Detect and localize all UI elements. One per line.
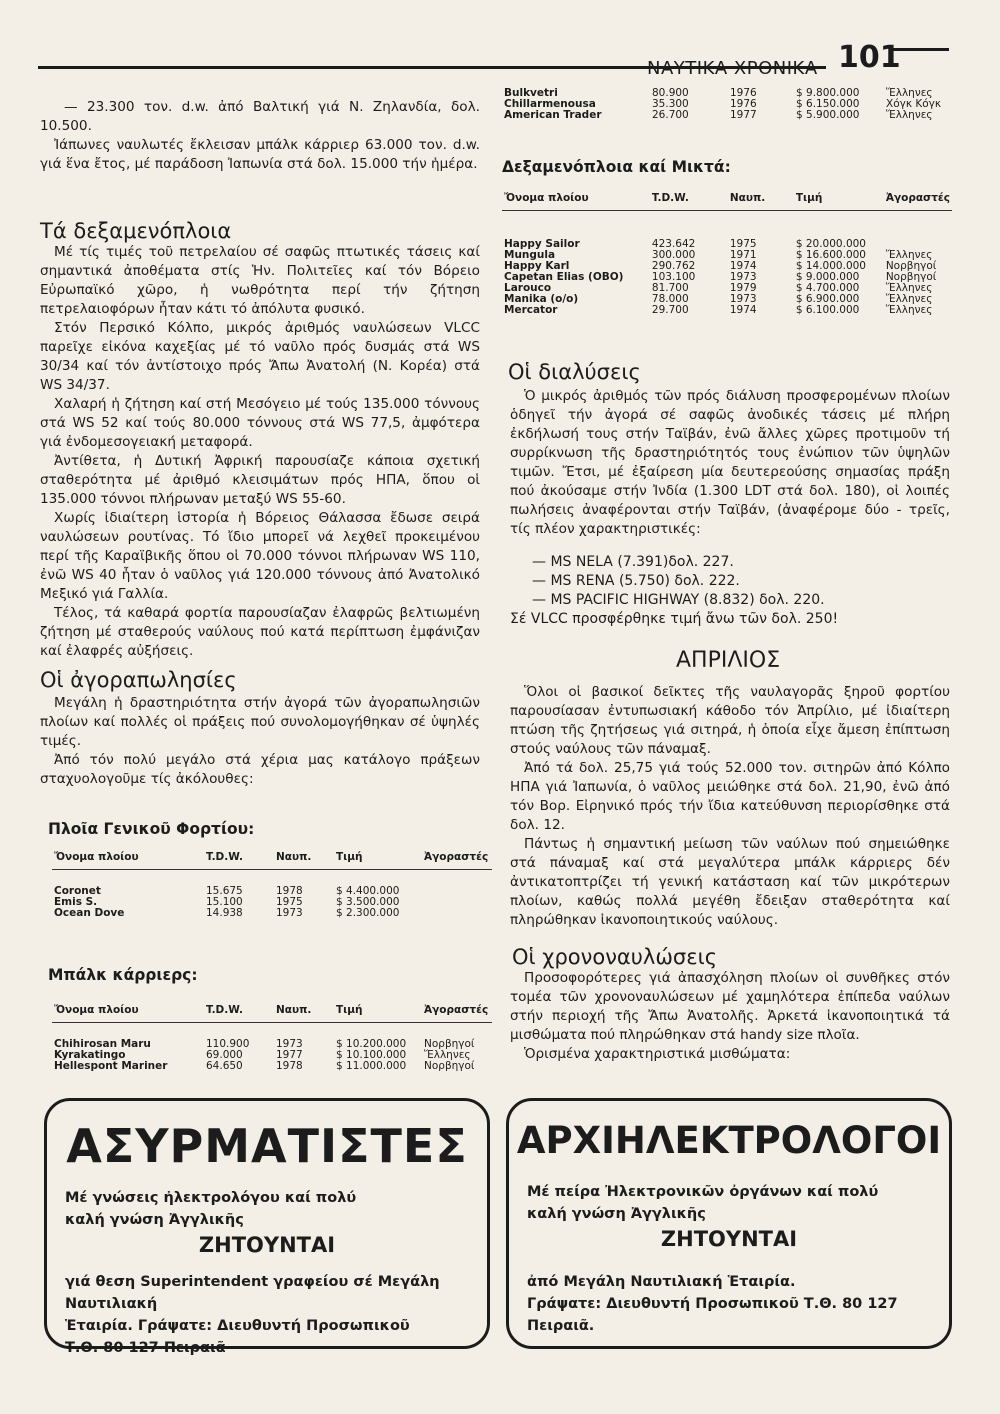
ad-chief-electricians [506,1098,952,1349]
paragraph: Στόν Περσικό Κόλπο, μικρός ἀριθμός ναυλώσεων VLCC παρεῖχε εἰκόνα καχεξίας μέ τό ναῦλο πρός δυσμάς στά WS 30/34 καί τόν ἀντίστοιχο πρός Ἄπω Ἀνατολή (Ν. Κορέα) στά WS 34/37. [40,320,480,393]
table-row: Chihirosan Maru 110.900 1973 $ 10.200.000 Νορβηγοί [54,1038,475,1050]
col-price: Τιμή [334,851,422,870]
intro-paragraph: Ἰάπωνες ναυλωτές ἔκλεισαν μπάλκ κάρριερ 63.000 τον. d.w. γιά ἕνα ἔτος, μέ παράδοση Ἰαπωνία στά δολ. 15.000 τήν ἡμέρα. [40,137,480,172]
bulk-carriers-table [52,1004,492,1072]
table-row: American Trader 26.700 1977 $ 5.900.000 Ἕλληνες [504,109,933,121]
col-price: Τιμή [334,1004,422,1023]
table-row: Coronet 15.675 1978 $ 4.400.000 [54,885,400,897]
tankers-mixed-title: Δεξαμενόπλοια καί Μικτά: [502,158,731,176]
table-header-row [502,192,952,211]
ad-wanted: ΖΗΤΟΥΝΤΑΙ [198,1233,336,1257]
tankers-mixed-table [502,192,952,316]
ad-wanted: ΖΗΤΟΥΝΤΑΙ [660,1227,798,1251]
scrapping-body [510,387,950,629]
ad-headline: ΑΣΥΡΜΑΤΙΣΤΕΣ [66,1119,468,1173]
paragraph: Ἀπό τόν πολύ μεγάλο στά χέρια μας κατάλογο πράξεων σταχυολογοῦμε τίς ἀκόλουθες: [40,752,480,787]
col-buyers: Ἀγοραστές [884,192,952,211]
table-row: Chillarmenousa 35.300 1976 $ 6.150.000 Χόγκ Κόγκ [504,98,942,110]
general-cargo-table [52,851,492,919]
paragraph: Προσοφορότερες γιά ἀπασχόληση πλοίων οἱ συνθῆκες στόν τομέα τῶν χρονοναυλώσεων μέ χαμηλότερα ἐπίπεδα ναύλων στήν περιοχή τῆς Ἄπω Ἀνατολῆς. Ἀρκετά ἱκανοποιητικά τά μισθώματα πού πληρώθηκαν στά handy size πλοῖα. [510,970,950,1043]
col-tdw: T.D.W. [650,192,728,211]
header-rule-right [893,48,949,51]
paragraph: Πάντως ἡ σημαντική μείωση τῶν ναύλων πού σημειώθηκε στά πάναμαξ καί στά μεγαλύτερα μπάλκ κάρριερς δέν ἀντικατοπτρίζει τή γενική κατάσταση καί τῶν μικρότερων πλοίων, καθώς πολλά μεγέθη ἔδειξαν σταθερότητα καί πληρώθηκαν ἱκανοποιητικούς ναύλους. [510,836,950,928]
table-header-row [52,1004,492,1023]
table-row: Capetan Elias (OBO) 103.100 1973 $ 9.000.000 Νορβηγοί [504,271,937,283]
paragraph: Ὁ μικρός ἀριθμός τῶν πρός διάλυση προσφερομένων πλοίων ὁδηγεῖ τήν ἀγορά σέ σαφῶς ἀνοδικές τάσεις μέ πλήρη ἐκδήλωσή τους στήν Ταϊβάν, ἐνῶ ἄλλες χῶρες προτιμοῦν τή συρρίκνωση τῆς δραστηριότητός τους ἐνώπιον τῶν ὑψηλῶν τιμῶν. Ἔτσι, μέ ἐξαίρεση μία δευτερεούσης σημασίας πράξη πού ἀκούσαμε στήν Ἰνδία (1.300 LDT στά δολ. 180), οἱ λοιπές πωλήσεις ἀναφέρονται στήν Ταϊβάν, (ἀναφέρομε δύο - τρεῖς, τίς πλέον χαρακτηριστικές: [510,388,950,537]
col-buyers: Ἀγοραστές [422,851,492,870]
ad-radio-operators [44,1098,490,1356]
time-charters-body [510,969,950,1064]
paragraph: Ἀντίθετα, ἡ Δυτική Ἀφρική παρουσίαζε κάποια σχετική σταθερότητα μέ ἀριθμό κλεισιμάτων πρός ΗΠΑ, ὅπου οἱ 135.000 τόννοι πλήρωναν μεταξύ WS 55-60. [40,453,480,507]
section-heading-scrapping: Οἱ διαλύσεις [508,360,641,384]
col-name: Ὄνομα πλοίου [502,192,650,211]
table-row: Happy Sailor 423.642 1975 $ 20.000.000 [504,238,866,250]
list-item: — MS PACIFIC HIGHWAY (8.832) δολ. 220. [532,592,825,608]
ad-description: Μέ πείρα Ἠλεκτρονικῶν ὀργάνων καί πολύ καλή γνώση Ἀγγλικῆς [527,1184,879,1222]
list-item: — MS RENA (5.750) δολ. 222. [532,573,740,589]
april-body [510,683,950,930]
col-name: Ὄνομα πλοίου [52,851,204,870]
table-row: Mercator 29.700 1974 $ 6.100.000 Ἕλληνες [504,304,933,316]
table-row: Emis S. 15.100 1975 $ 3.500.000 [54,896,400,908]
tankers-body [40,243,480,661]
col-built: Ναυπ. [728,192,794,211]
section-heading-april: ΑΠΡΙΛΙΟΣ [676,648,781,673]
paragraph: Μεγάλη ἡ δραστηριότητα στήν ἀγορά τῶν ἀγοραπωλησιῶν πλοίων καί πολλές οἱ πράξεις πού συνολομογήθηκαν σέ ὑψηλές τιμές. [40,695,480,749]
section-heading-sales: Οἱ ἀγοραπωλησίες [40,668,237,692]
paragraph: Τέλος, τά καθαρά φορτία παρουσίαζαν ἐλαφρῶς βελτιωμένη ζήτηση μέ σταθερούς ναύλους πού κατά περίπτωση ἐμφάνιζαν καί ἐλαφρές αὐξήσεις. [40,605,480,659]
paragraph: Χαλαρή ἡ ζήτηση καί στή Μεσόγειο μέ τούς 135.000 τόννους στά WS 52 καί τούς 80.000 τόννους στά WS 77,5, ἀμφότερα γιά ἐνδομεσογειακή μεταφορά. [40,396,480,450]
col-tdw: T.D.W. [204,1004,274,1023]
paragraph: Ὁρισμένα χαρακτηριστικά μισθώματα: [524,1046,791,1062]
col-built: Ναυπ. [274,851,334,870]
bulk-carriers-continued-table [502,88,952,121]
scrapping-list [510,553,950,610]
paragraph: Χωρίς ἰδιαίτερη ἱστορία ἡ Βόρειος Θάλασσα ἔδωσε σειρά ναυλώσεων ρουτίνας. Τό ἴδιο μπορεῖ νά λεχθεῖ προκειμένου περί τῆς Καραϊβικῆς ὅπου οἱ 70.000 τόννοι πλήρωναν WS 110, ἐνῶ WS 40 ἦταν ὁ ναῦλος γιά 120.000 τόννους ἀπό Ἀνατολικό Μεξικό γιά Γαλλία. [40,510,480,602]
table-row: Ocean Dove 14.938 1973 $ 2.300.000 [54,907,400,919]
running-header: ΝΑΥΤΙΚΑ ΧΡΟΝΙΚΑ [647,58,818,79]
scrapping-note: Σέ VLCC προσφέρθηκε τιμή ἄνω τῶν δολ. 250! [510,611,839,627]
page-number: 101 [838,40,901,75]
col-buyers: Ἀγοραστές [422,1004,492,1023]
intro-paragraph: — 23.300 τον. d.w. ἀπό Βαλτική γιά Ν. Ζηλανδία, δολ. 10.500. [40,99,480,134]
section-heading-tankers: Τά δεξαμενόπλοια [40,219,232,243]
sales-body [40,694,480,789]
paragraph: Ἀπό τά δολ. 25,75 γιά τούς 52.000 τον. σιτηρῶν ἀπό Κόλπο ΗΠΑ γιά Ἰαπωνία, ὁ ναῦλος μειώθηκε στά δολ. 21,90, ἐνῶ ἀπό τόν Βορ. Εἰρηνικό πρός τήν ἴδια κατεύθυνση περιορίσθηκε στά δολ. 12. [510,760,950,833]
table-row: Hellespont Mariner 64.650 1978 $ 11.000.000 Νορβηγοί [54,1060,475,1072]
bulk-carriers-title: Μπάλκ κάρριερς: [48,966,198,984]
ad-description: Μέ γνώσεις ἠλεκτρολόγου καί πολύ καλή γνώση Ἀγγλικῆς [65,1190,357,1228]
table-row: Happy Karl 290.762 1974 $ 14.000.000 Νορβηγοί [504,260,937,272]
table-row: Mungula 300.000 1971 $ 16.600.000 Ἕλληνες [504,249,933,261]
left-intro [40,98,480,174]
ad-contact: γιά θεση Superintendent γραφείου σέ Μεγάλη Ναυτιλιακή Ἑταιρία. Γράψατε: Διευθυντή Προσωπικοῦ Τ.Θ. 80 127 Πειραιᾶ [65,1274,440,1356]
general-cargo-title: Πλοῖα Γενικοῦ Φορτίου: [48,820,255,838]
ad-headline: ΑΡΧΙΗΛΕΚΤΡΟΛΟΓΟΙ [516,1119,942,1162]
table-row: Manika (o/o) 78.000 1973 $ 6.900.000 Ἕλληνες [504,293,933,305]
section-heading-time-charters: Οἱ χρονοναυλώσεις [512,945,718,969]
col-price: Τιμή [794,192,884,211]
table-row: Larouco 81.700 1979 $ 4.700.000 Ἕλληνες [504,282,933,294]
table-row: Kyrakatingo 69.000 1977 $ 10.100.000 Ἕλληνες [54,1049,471,1061]
paragraph: Μέ τίς τιμές τοῦ πετρελαίου σέ σαφῶς πτωτικές τάσεις καί σημαντικά ἀποθέματα στίς Ἡν. Πολιτεῖες καί τόν Βόρειο Εὐρωπαϊκό χῶρο, ἡ νωθρότητα περί τήν ζήτηση πετρελαιοφόρων ἦταν κάτι τό ἀπόλυτα φυσικό. [40,244,480,317]
table-header-row [52,851,492,870]
table-row: Bulkvetri 80.900 1976 $ 9.800.000 Ἕλληνες [504,87,933,99]
paragraph: Ὅλοι οἱ βασικοί δεῖκτες τῆς ναυλαγορᾶς ξηροῦ φορτίου παρουσίασαν ἐντυπωσιακή κάθοδο τόν Ἀπρίλιο, μέ ἰδιαίτερη πτώση τῆς ζητήσεως γιά σιτηρά, ἡ ὁποία εἶχε ἄμεση ἐπίπτωση στούς ναύλους τῶν πάναμαξ. [510,684,950,757]
col-name: Ὄνομα πλοίου [52,1004,204,1023]
col-built: Ναυπ. [274,1004,334,1023]
col-tdw: T.D.W. [204,851,274,870]
list-item: — MS NELA (7.391)δολ. 227. [532,554,734,570]
ad-contact: ἀπό Μεγάλη Ναυτιλιακή Ἑταιρία. Γράψατε: Διευθυντή Προσωπικοῦ Τ.Θ. 80 127 Πειραιᾶ. [527,1274,898,1334]
